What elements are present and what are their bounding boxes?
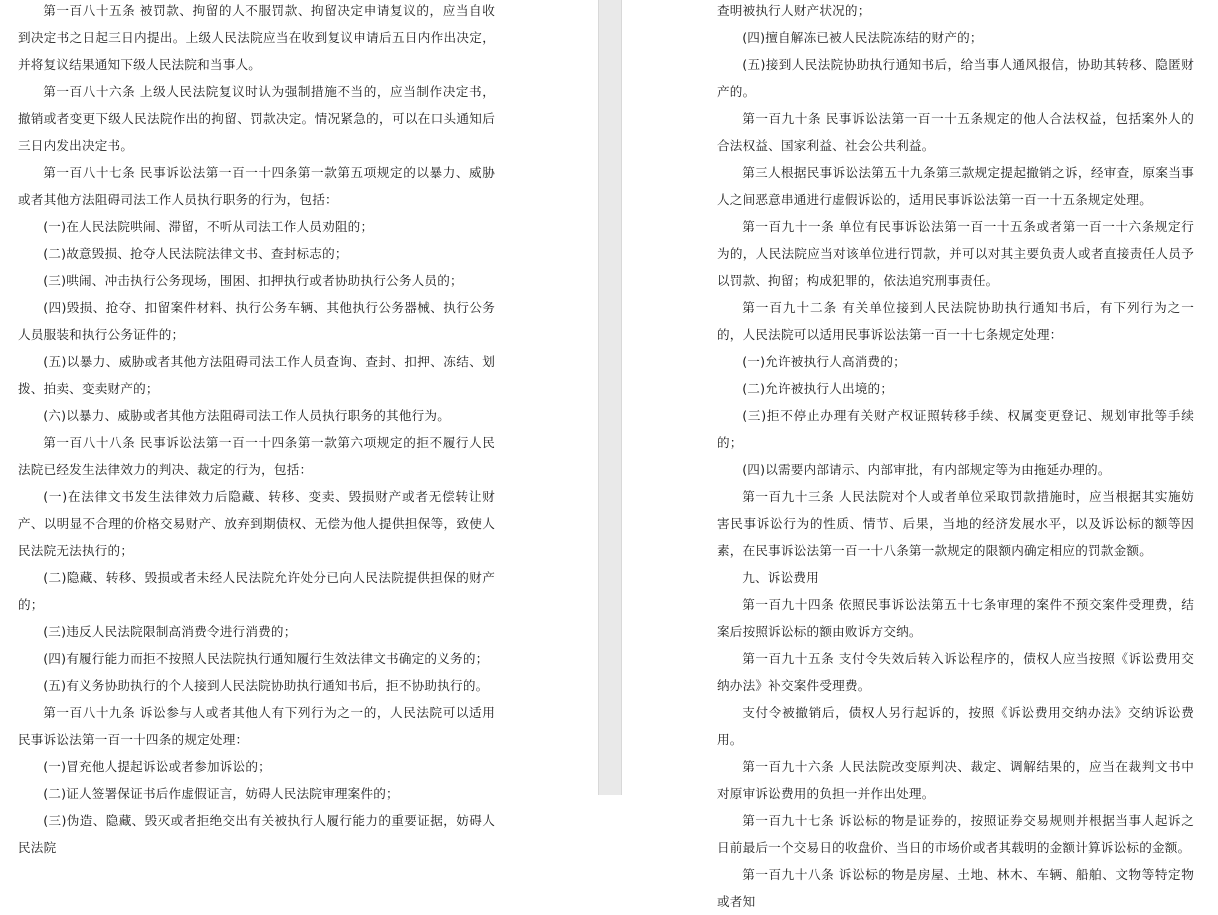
list-item: (四)擅自解冻已被人民法院冻结的财产的； [742, 30, 983, 45]
list-item: (四)有履行能力而拒不按照人民法院执行通知履行生效法律文书确定的义务的； [43, 651, 489, 666]
paragraph-art-186: 第一百八十六条 上级人民法院复议时认为强制措施不当的，应当制作决定书，撤销或者变更下级人民法院作出的拘留、罚款决定。情况紧急的，可以在口头通知后三日内发出决定书。 [18, 84, 495, 153]
list-item: (一)在人民法院哄闹、滞留，不听从司法工作人员劝阻的； [43, 219, 374, 234]
list-item: (一)在法律文书发生法律效力后隐藏、转移、变卖、毁损财产或者无偿转让财产、以明显不合理的价格交易财产、放弃到期债权、无偿为他人提供担保等，致使人民法院无法执行的； [18, 489, 495, 558]
paragraph-art-193: 第一百九十三条 人民法院对个人或者单位采取罚款措施时，应当根据其实施妨害民事诉讼行为的性质、情节、后果，当地的经济发展水平，以及诉讼标的额等因素，在民事诉讼法第一百一十八条第一款规定的限额内确定相应的罚款金额。 [717, 489, 1194, 558]
list-item: (一)冒充他人提起诉讼或者参加诉讼的； [43, 759, 271, 774]
list-item: (六)以暴力、威胁或者其他方法阻碍司法工作人员执行职务的其他行为。 [43, 408, 451, 423]
list-item: (三)伪造、隐藏、毁灭或者拒绝交出有关被执行人履行能力的重要证据，妨碍人民法院 [18, 813, 495, 855]
paragraph-art-196: 第一百九十六条 人民法院改变原判决、裁定、调解结果的，应当在裁判文书中对原审诉讼费用的负担一并作出处理。 [717, 759, 1194, 801]
paragraph-art-191: 第一百九十一条 单位有民事诉讼法第一百一十五条或者第一百一十六条规定行为的，人民法院应当对该单位进行罚款，并可以对其主要负责人或者直接责任人员予以罚款、拘留；构成犯罪的，依法追究刑事责任。 [717, 219, 1194, 288]
paragraph-art-198: 第一百九十八条 诉讼标的物是房屋、土地、林木、车辆、船舶、文物等特定物或者知 [717, 867, 1194, 909]
section-heading: 九、诉讼费用 [742, 570, 819, 585]
list-item: (五)有义务协助执行的个人接到人民法院协助执行通知书后，拒不协助执行的。 [43, 678, 489, 693]
list-item: (二)证人签署保证书后作虚假证言，妨碍人民法院审理案件的； [43, 786, 399, 801]
paragraph-art-197: 第一百九十七条 诉讼标的物是证券的，按照证券交易规则并根据当事人起诉之日前最后一个交易日的收盘价、当日的市场价或者其载明的金额计算诉讼标的金额。 [717, 813, 1194, 855]
paragraph-art-190: 第一百九十条 民事诉讼法第一百一十五条规定的他人合法权益，包括案外人的合法权益、国家利益、社会公共利益。 [717, 111, 1194, 153]
paragraph-art-189: 第一百八十九条 诉讼参与人或者其他人有下列行为之一的，人民法院可以适用民事诉讼法第一百一十四条的规定处理： [18, 705, 495, 747]
paragraph-art-187: 第一百八十七条 民事诉讼法第一百一十四条第一款第五项规定的以暴力、威胁或者其他方法阻碍司法工作人员执行职务的行为，包括： [18, 165, 495, 207]
list-item: (二)故意毁损、抢夺人民法院法律文书、查封标志的； [43, 246, 348, 261]
page-gutter [598, 0, 622, 795]
page-text-block [18, 0, 495, 861]
paragraph-art-194: 第一百九十四条 依照民事诉讼法第五十七条审理的案件不预交案件受理费，结案后按照诉讼标的额由败诉方交纳。 [717, 597, 1194, 639]
list-item: (五)接到人民法院协助执行通知书后，给当事人通风报信，协助其转移、隐匿财产的。 [717, 57, 1194, 99]
list-item: (四)以需要内部请示、内部审批，有内部规定等为由拖延办理的。 [742, 462, 1111, 477]
list-item: (一)允许被执行人高消费的； [742, 354, 906, 369]
paragraph-art-195: 第一百九十五条 支付令失效后转入诉讼程序的，债权人应当按照《诉讼费用交纳办法》补交案件受理费。 [717, 651, 1194, 693]
list-item: (二)允许被执行人出境的； [742, 381, 894, 396]
paragraph-art-185: 第一百八十五条 被罚款、拘留的人不服罚款、拘留决定申请复议的，应当自收到决定书之日起三日内提出。上级人民法院应当在收到复议申请后五日内作出决定，并将复议结果通知下级人民法院和当事人。 [18, 3, 495, 72]
list-item: (二)隐藏、转移、毁损或者未经人民法院允许处分已向人民法院提供担保的财产的； [18, 570, 495, 612]
paragraph-art-192: 第一百九十二条 有关单位接到人民法院协助执行通知书后，有下列行为之一的，人民法院可以适用民事诉讼法第一百一十七条规定处理： [717, 300, 1194, 342]
list-item: (三)哄闹、冲击执行公务现场，围困、扣押执行或者协助执行公务人员的； [43, 273, 463, 288]
document-page-right [622, 0, 1218, 909]
list-item: (三)违反人民法院限制高消费令进行消费的； [43, 624, 297, 639]
paragraph-continued: 查明被执行人财产状况的； [717, 3, 871, 18]
paragraph-art-188: 第一百八十八条 民事诉讼法第一百一十四条第一款第六项规定的拒不履行人民法院已经发生法律效力的判决、裁定的行为，包括： [18, 435, 495, 477]
paragraph: 第三人根据民事诉讼法第五十九条第三款规定提起撤销之诉，经审查，原案当事人之间恶意串通进行虚假诉讼的，适用民事诉讼法第一百一十五条规定处理。 [717, 165, 1194, 207]
paragraph: 支付令被撤销后，债权人另行起诉的，按照《诉讼费用交纳办法》交纳诉讼费用。 [717, 705, 1194, 747]
list-item: (三)拒不停止办理有关财产权证照转移手续、权属变更登记、规划审批等手续的； [717, 408, 1194, 450]
document-page-left [0, 0, 598, 855]
list-item: (四)毁损、抢夺、扣留案件材料、执行公务车辆、其他执行公务器械、执行公务人员服装和执行公务证件的； [18, 300, 495, 342]
list-item: (五)以暴力、威胁或者其他方法阻碍司法工作人员查询、查封、扣押、冻结、划拨、拍卖、变卖财产的； [18, 354, 495, 396]
page-text-block [717, 0, 1194, 915]
